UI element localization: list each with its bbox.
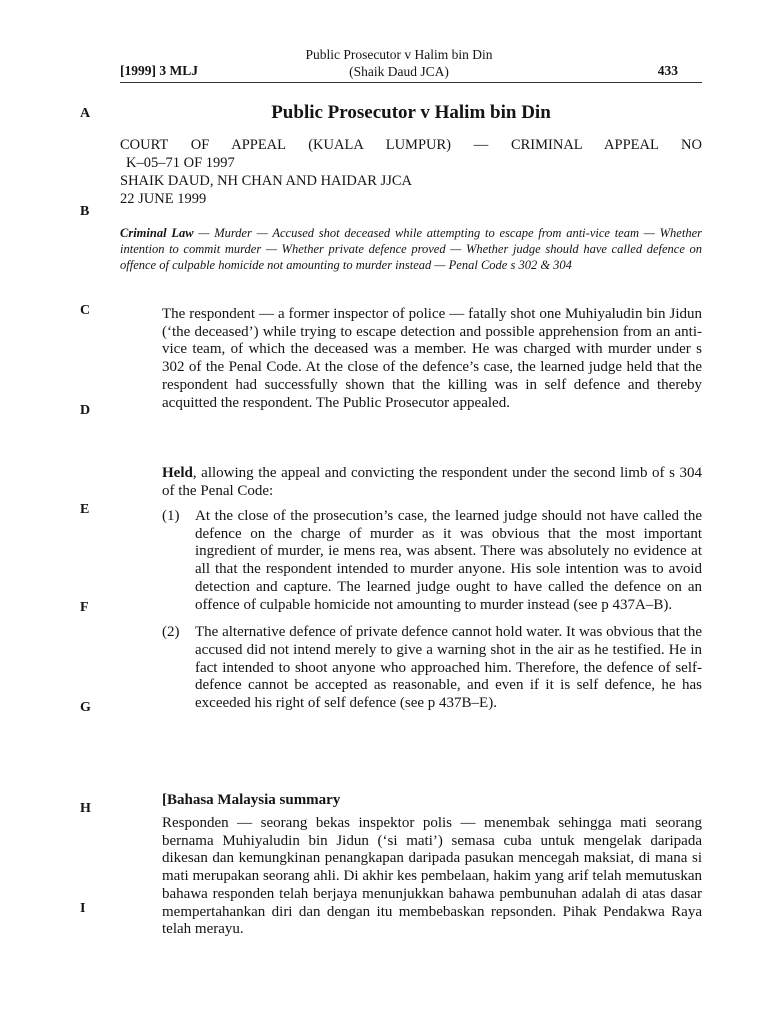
margin-letter-g: G xyxy=(80,700,91,715)
facts-paragraph: The respondent — a former inspector of police — fatally shot one Muhiyaludin bin Jidun (‘the deceased’) while trying to escape detection and possible apprehension from an anti-vice team, of which the deceased was a member. He was charged with murder under s 302 of the Penal Code. At the close of the defence’s case, the learned judge held that the respondent had successfully shown that the killing was in self defence and thereby acquitted the respondent. The Public Prosecutor appealed. xyxy=(162,306,702,411)
catchwords xyxy=(120,225,702,273)
margin-letter-i: I xyxy=(80,901,86,916)
court-name: COURT OF APPEAL (KUALA LUMPUR) — CRIMINAL APPEAL NO xyxy=(120,137,702,153)
judgment-date: 22 JUNE 1999 xyxy=(120,191,207,207)
held-item-text: The alternative defence of private defence cannot hold water. It was obvious that the accused did not intend merely to give a warning shot in the air as he testified. He in fact intended to shoot anyone who approached him. Therefore, the defence of self-defence cannot be accepted as reasonable, and even if it is self defence, he has exceeded his right of self defence (see p 437B–E). xyxy=(195,624,702,712)
header-rule xyxy=(120,82,702,83)
margin-letter-e: E xyxy=(80,502,90,517)
case-title: Public Prosecutor v Halim bin Din xyxy=(271,102,551,123)
held-item xyxy=(162,508,702,614)
held-paragraph xyxy=(162,465,702,500)
held-item-number: (1) xyxy=(162,508,180,524)
court-details xyxy=(120,136,702,208)
report-citation: [1999] 3 MLJ xyxy=(120,63,198,78)
held-lead: Held xyxy=(162,465,193,481)
held-item xyxy=(162,624,702,713)
page-number: 433 xyxy=(657,63,678,78)
margin-letter-c: C xyxy=(80,303,91,318)
running-judge: (Shaik Daud JCA) xyxy=(349,64,449,79)
bm-summary-heading: [Bahasa Malaysia summary xyxy=(162,792,341,808)
running-case-name xyxy=(120,46,678,80)
running-head xyxy=(120,46,678,80)
catchwords-lead: Criminal Law xyxy=(120,226,194,240)
margin-letter-a: A xyxy=(80,106,91,121)
bm-summary-paragraph: Responden — seorang bekas inspektor polis — menembak sehingga mati seorang bernama Muhiyaludin bin Jidun (‘si mati’) semasa cuba untuk mengelak daripada dikesan dan kemungkinan penangkapan daripada pasukan mencegah maksiat, di mana si mati merupakan seorang ahli. Di akhir kes pembelaan, hakim yang arif telah memutuskan bahawa responden telah berjaya menunjukkan bahawa pembunuhan adalah di atas dasar mempertahankan diri dan dengan itu membebaskan repsonden. Pihak Pendakwa Raya telah merayu. xyxy=(162,815,702,938)
margin-letter-b: B xyxy=(80,204,90,219)
held-item-number: (2) xyxy=(162,624,180,641)
catchwords-text: — Murder — Accused shot deceased while attempting to escape from anti-vice team — Whether intention to commit murder — Whether private defence proved — Whether judge should have called defence on offence of culpable homicide not amounting to murder instead — Penal Code s 302 & 304 xyxy=(120,226,702,272)
held-list xyxy=(162,508,702,723)
held-intro: , allowing the appeal and convicting the respondent under the second limb of s 304 of the Penal Code: xyxy=(162,465,702,499)
running-case-title: Public Prosecutor v Halim bin Din xyxy=(305,47,493,62)
margin-letter-h: H xyxy=(80,801,91,816)
margin-letter-f: F xyxy=(80,600,89,615)
judges: SHAIK DAUD, NH CHAN AND HAIDAR JJCA xyxy=(120,173,413,189)
held-item-text: At the close of the prosecution’s case, the learned judge should not have called the defence on the charge of murder as it was obvious that the most important ingredient of murder, ie mens rea, was absent. There was absolutely no evidence at all that the respondent intended to murder anyone. His sole intention was to avoid detection and capture. The learned judge ought to have called the defence on an offence of culpable homicide not amounting to murder instead (see p 437A–B). xyxy=(195,508,702,613)
margin-letter-d: D xyxy=(80,403,91,418)
appeal-number: K–05–71 OF 1997 xyxy=(126,155,235,171)
